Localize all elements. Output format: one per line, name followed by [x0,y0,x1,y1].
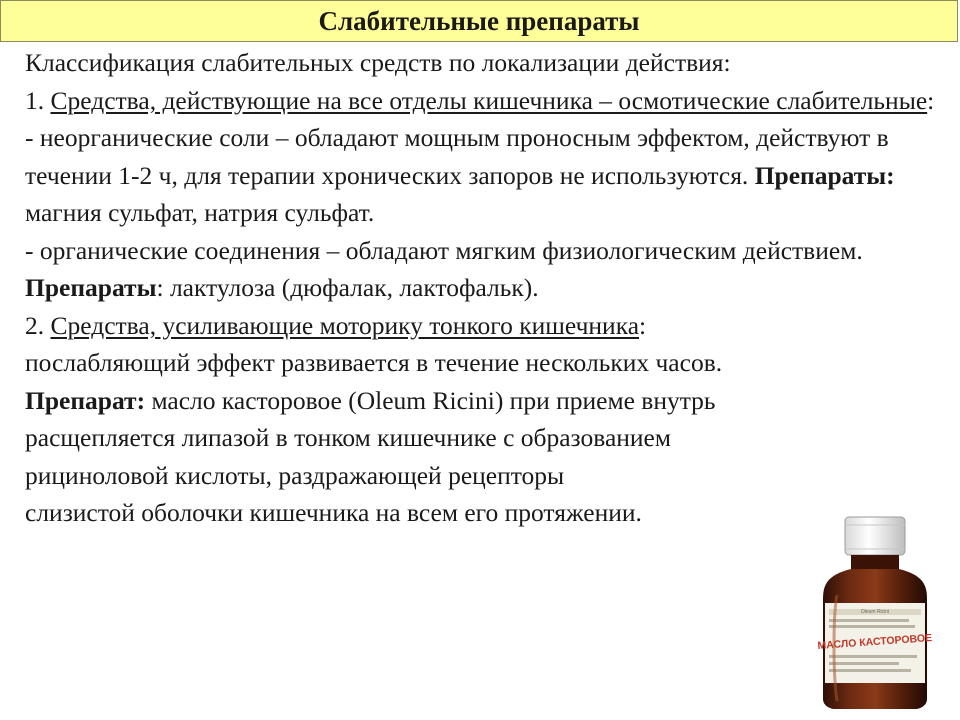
inorganic-drugs-label: Препараты: [754,160,895,190]
slide-title: Слабительные препараты [318,5,640,36]
castor-line-1: масло касторовое (Oleum Ricini) при приеме внутрь [145,385,716,415]
inorganic-salts-item [25,119,940,232]
group-2-effect: послабляющий эффект развивается в течение нескольких часов. [25,348,723,377]
bottle-label-text: МАСЛО КАСТОРОВОЕ [817,632,933,652]
group-1 [25,82,940,120]
slide-title-bar [0,0,958,42]
group-2 [25,307,940,345]
inorganic-salts-text: - неорганические соли – обладают мощным проносным эффектом, действуют в течении 1-2 ч, для терапии хронических запоров не используются. [25,123,889,190]
group-2-heading: Средства, усиливающие моторику тонкого кишечника [50,310,640,340]
organic-compounds-item [25,232,940,307]
castor-line-3: рициноловой кислоты, раздражающей рецепторы [25,460,565,490]
group-2-number: 2. [25,310,51,340]
inorganic-drugs-list: магния сульфат, натрия сульфат. [25,198,375,227]
group-1-number: 1. [25,85,51,115]
slide-body [25,44,940,532]
castor-line-2: расщепляется липазой в тонком кишечнике с образованием [25,423,672,452]
intro-line: Классификация слабительных средств по локализации действия: [25,48,731,77]
organic-drugs-label: Препараты [25,273,157,302]
bottle-neck [851,555,899,569]
group-1-heading: Средства, действующие на все отделы кишечника – осмотические слабительные [50,85,928,115]
group-1-colon: : [927,85,935,115]
castor-oil-bottle-image [815,515,935,710]
bottle-cap-label-text: Oleum Ricini [860,609,890,615]
castor-oil-paragraph [25,382,940,420]
organic-compounds-text: - органические соединения – обладают мягким физиологическим действием. [25,235,863,265]
organic-drugs-list: : лактулоза (дюфалак, лактофальк). [156,273,539,302]
group-2-colon: : [639,310,647,340]
castor-drug-label: Препарат: [25,385,146,415]
castor-line-4: слизистой оболочки кишечника на всем его протяжении. [25,498,642,527]
